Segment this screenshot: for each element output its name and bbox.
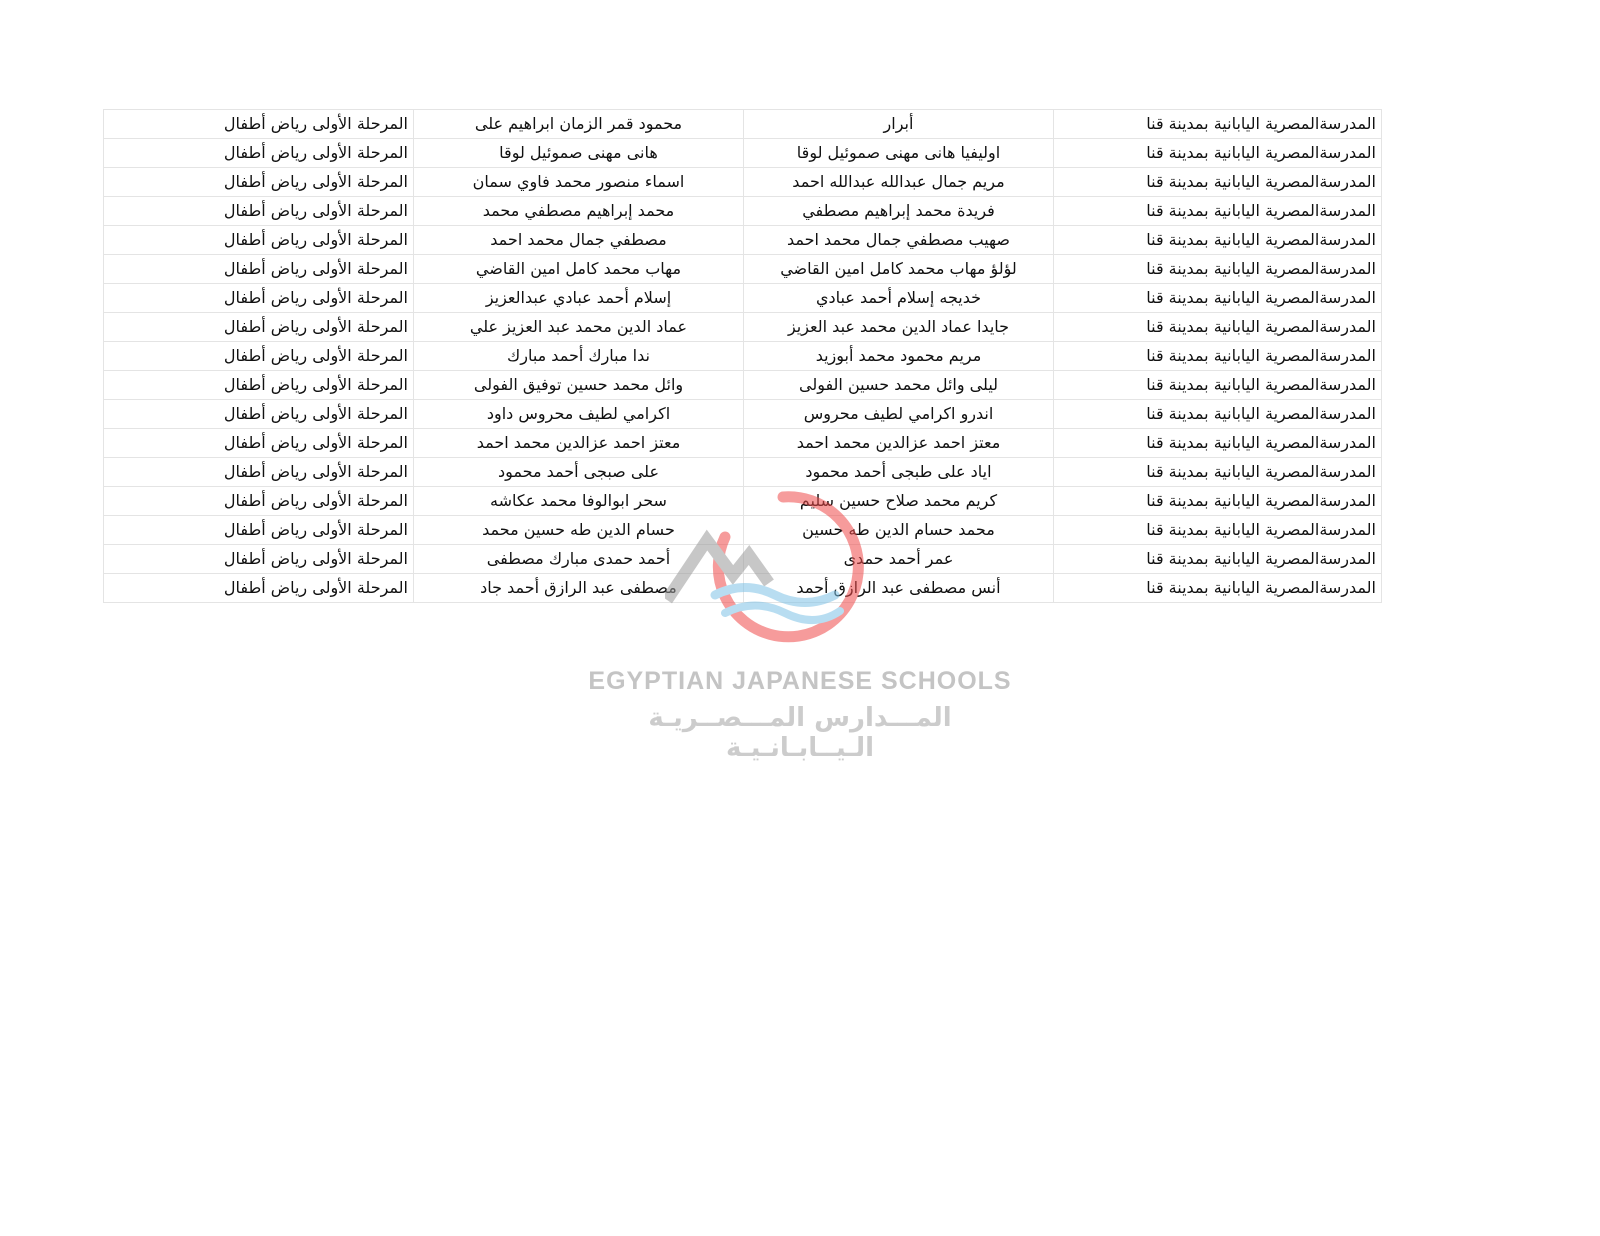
table-row (104, 545, 1382, 574)
table-row (104, 458, 1382, 487)
stage-cell: المرحلة الأولى رياض أطفال (104, 168, 414, 197)
school-cell: المدرسةالمصرية اليابانية بمدينة قنا (1054, 516, 1382, 545)
school-cell: المدرسةالمصرية اليابانية بمدينة قنا (1054, 371, 1382, 400)
table-row (104, 255, 1382, 284)
table-row (104, 574, 1382, 603)
child-name-cell: معتز احمد عزالدين محمد احمد (744, 429, 1054, 458)
school-cell: المدرسةالمصرية اليابانية بمدينة قنا (1054, 342, 1382, 371)
guardian-name-cell: سحر ابوالوفا محمد عكاشه (414, 487, 744, 516)
guardian-name-cell: اسماء منصور محمد فاوي سمان (414, 168, 744, 197)
guardian-name-cell: معتز احمد عزالدين محمد احمد (414, 429, 744, 458)
guardian-name-cell: ندا مبارك أحمد مبارك (414, 342, 744, 371)
child-name-cell: فريدة محمد إبراهيم مصطفي (744, 197, 1054, 226)
school-cell: المدرسةالمصرية اليابانية بمدينة قنا (1054, 545, 1382, 574)
table-row (104, 342, 1382, 371)
guardian-name-cell: على صبجى أحمد محمود (414, 458, 744, 487)
stage-cell: المرحلة الأولى رياض أطفال (104, 458, 414, 487)
stage-cell: المرحلة الأولى رياض أطفال (104, 110, 414, 139)
child-name-cell: عمر أحمد حمدى (744, 545, 1054, 574)
child-name-cell: أبرار (744, 110, 1054, 139)
roster-body (104, 110, 1382, 603)
table-row (104, 371, 1382, 400)
table-row (104, 313, 1382, 342)
child-name-cell: اوليفيا هانى مهنى صموئيل لوقا (744, 139, 1054, 168)
table-row (104, 168, 1382, 197)
guardian-name-cell: عماد الدين محمد عبد العزيز علي (414, 313, 744, 342)
guardian-name-cell: مهاب محمد كامل امين القاضي (414, 255, 744, 284)
stage-cell: المرحلة الأولى رياض أطفال (104, 516, 414, 545)
child-name-cell: محمد حسام الدين طه حسين (744, 516, 1054, 545)
guardian-name-cell: مصطفى عبد الرازق أحمد جاد (414, 574, 744, 603)
guardian-name-cell: وائل محمد حسين توفيق الفولى (414, 371, 744, 400)
table-row (104, 516, 1382, 545)
school-cell: المدرسةالمصرية اليابانية بمدينة قنا (1054, 429, 1382, 458)
child-name-cell: صهيب مصطفي جمال محمد احمد (744, 226, 1054, 255)
child-name-cell: أنس مصطفى عبد الرازق أحمد (744, 574, 1054, 603)
child-name-cell: لؤلؤ مهاب محمد كامل امين القاضي (744, 255, 1054, 284)
table-row (104, 400, 1382, 429)
table-row (104, 197, 1382, 226)
table-row (104, 284, 1382, 313)
stage-cell: المرحلة الأولى رياض أطفال (104, 284, 414, 313)
guardian-name-cell: حسام الدين طه حسين محمد (414, 516, 744, 545)
stage-cell: المرحلة الأولى رياض أطفال (104, 313, 414, 342)
watermark-title-en: EGYPTIAN JAPANESE SCHOOLS (588, 667, 1012, 695)
stage-cell: المرحلة الأولى رياض أطفال (104, 342, 414, 371)
school-cell: المدرسةالمصرية اليابانية بمدينة قنا (1054, 458, 1382, 487)
watermark-title-ar: المـــدارس المـــصــريـة الـيــابـانـيـة (648, 703, 952, 763)
guardian-name-cell: محمد إبراهيم مصطفي محمد (414, 197, 744, 226)
child-name-cell: خديجه إسلام أحمد عبادي (744, 284, 1054, 313)
school-cell: المدرسةالمصرية اليابانية بمدينة قنا (1054, 284, 1382, 313)
child-name-cell: كريم محمد صلاح حسين سليم (744, 487, 1054, 516)
child-name-cell: اندرو اكرامي لطيف محروس (744, 400, 1054, 429)
guardian-name-cell: محمود قمر الزمان ابراهيم على (414, 110, 744, 139)
stage-cell: المرحلة الأولى رياض أطفال (104, 545, 414, 574)
guardian-name-cell: إسلام أحمد عبادي عبدالعزيز (414, 284, 744, 313)
school-cell: المدرسةالمصرية اليابانية بمدينة قنا (1054, 487, 1382, 516)
table-row (104, 139, 1382, 168)
stage-cell: المرحلة الأولى رياض أطفال (104, 255, 414, 284)
table-row (104, 429, 1382, 458)
student-roster-table (103, 109, 1382, 603)
school-cell: المدرسةالمصرية اليابانية بمدينة قنا (1054, 110, 1382, 139)
school-cell: المدرسةالمصرية اليابانية بمدينة قنا (1054, 255, 1382, 284)
stage-cell: المرحلة الأولى رياض أطفال (104, 574, 414, 603)
guardian-name-cell: أحمد حمدى مبارك مصطفى (414, 545, 744, 574)
guardian-name-cell: هانى مهنى صموئيل لوقا (414, 139, 744, 168)
stage-cell: المرحلة الأولى رياض أطفال (104, 197, 414, 226)
table-row (104, 487, 1382, 516)
stage-cell: المرحلة الأولى رياض أطفال (104, 487, 414, 516)
guardian-name-cell: اكرامي لطيف محروس داود (414, 400, 744, 429)
stage-cell: المرحلة الأولى رياض أطفال (104, 139, 414, 168)
child-name-cell: جايدا عماد الدين محمد عبد العزيز (744, 313, 1054, 342)
guardian-name-cell: مصطفي جمال محمد احمد (414, 226, 744, 255)
school-cell: المدرسةالمصرية اليابانية بمدينة قنا (1054, 226, 1382, 255)
school-cell: المدرسةالمصرية اليابانية بمدينة قنا (1054, 313, 1382, 342)
stage-cell: المرحلة الأولى رياض أطفال (104, 429, 414, 458)
table-row (104, 110, 1382, 139)
child-name-cell: اياد على طبجى أحمد محمود (744, 458, 1054, 487)
table-row (104, 226, 1382, 255)
child-name-cell: مريم محمود محمد أبوزيد (744, 342, 1054, 371)
stage-cell: المرحلة الأولى رياض أطفال (104, 371, 414, 400)
child-name-cell: ليلى وائل محمد حسين الفولى (744, 371, 1054, 400)
school-cell: المدرسةالمصرية اليابانية بمدينة قنا (1054, 574, 1382, 603)
school-cell: المدرسةالمصرية اليابانية بمدينة قنا (1054, 197, 1382, 226)
child-name-cell: مريم جمال عبدالله عبدالله احمد (744, 168, 1054, 197)
school-cell: المدرسةالمصرية اليابانية بمدينة قنا (1054, 139, 1382, 168)
school-cell: المدرسةالمصرية اليابانية بمدينة قنا (1054, 168, 1382, 197)
logo-wave-icon-2 (725, 606, 840, 621)
school-cell: المدرسةالمصرية اليابانية بمدينة قنا (1054, 400, 1382, 429)
stage-cell: المرحلة الأولى رياض أطفال (104, 226, 414, 255)
stage-cell: المرحلة الأولى رياض أطفال (104, 400, 414, 429)
